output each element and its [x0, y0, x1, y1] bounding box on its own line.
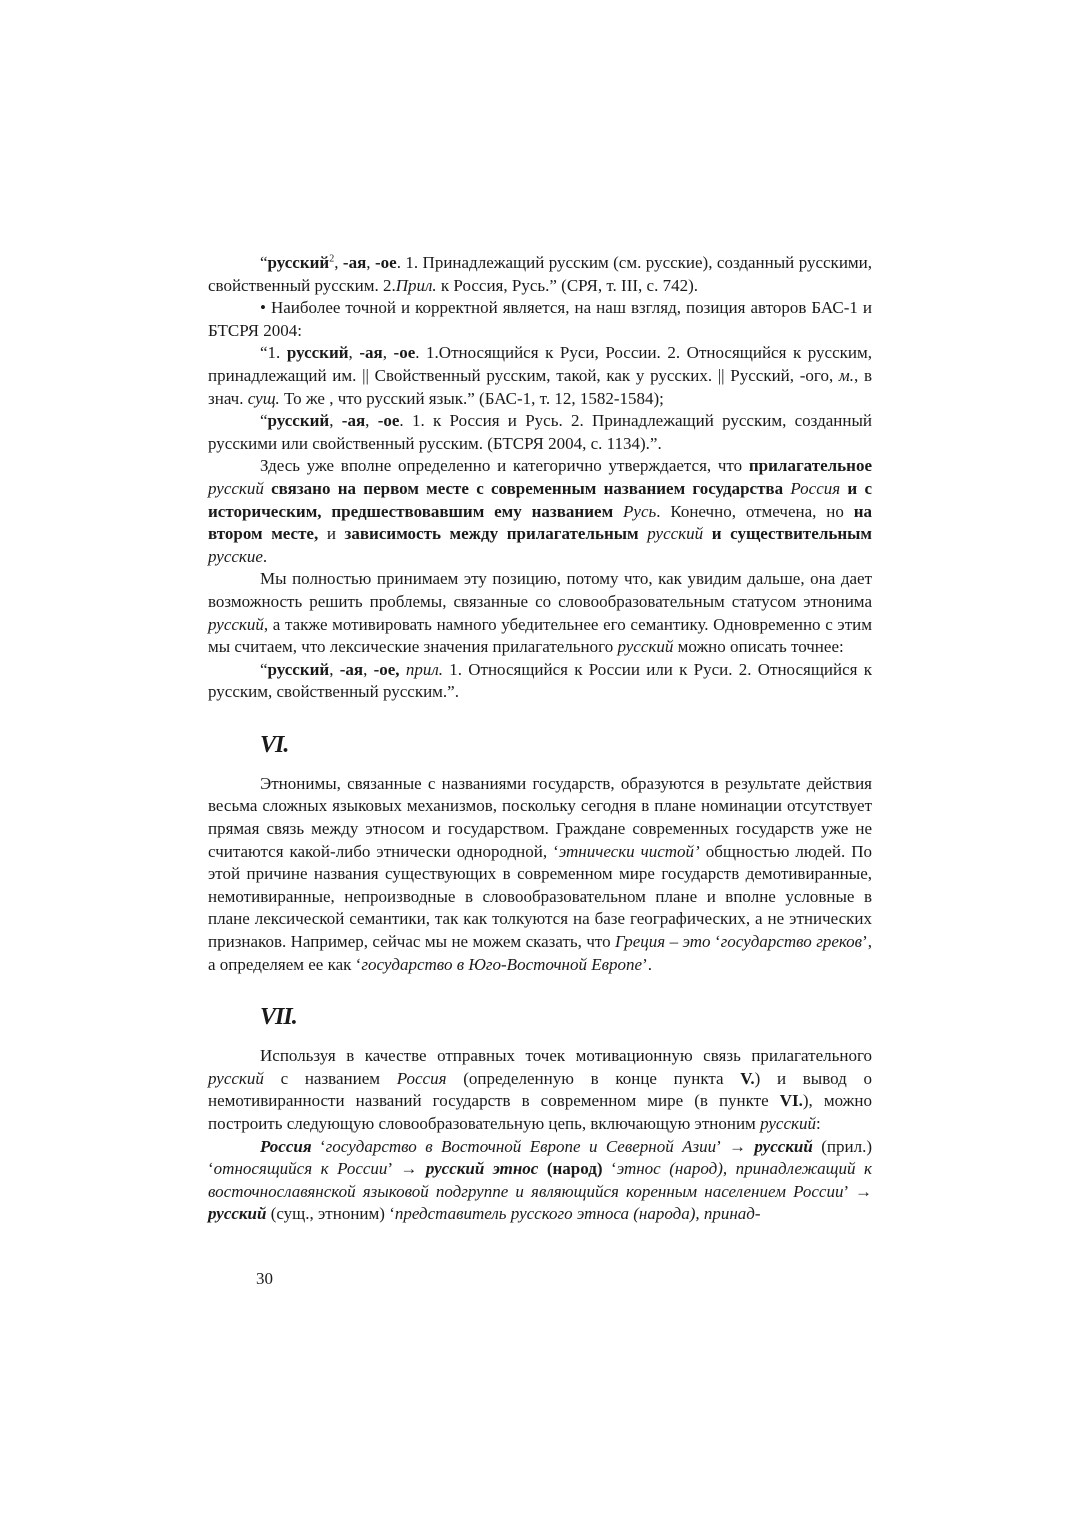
headword: русский: [267, 659, 330, 679]
paragraph-intro: • Наиболее точной и корректной является, на наш взгляд, позиция авторов БАС-1 и БТСРЯ 2004:: [208, 298, 872, 340]
paragraph-btsrya-entry: “русский, -ая, -ое. 1. к Россия и Русь. 2. Принадлежащий русским, созданный русскими или свойственный русским. (БТСРЯ 2004, с. 1134).”.: [208, 411, 872, 453]
headword: русский: [267, 253, 330, 272]
paragraph-section-vii: Используя в качестве отправных точек мотивационную связь прилагательного русский с названием Россия (определенную в конце пункта V.) и вывод о немотивиранности названий государств в современном мире (в пункте VI.), можно построить следующую словообразовательную цепь, включающую этноним русский:: [208, 1046, 872, 1133]
paragraph-derivation-chain: Россия ‘государство в Восточной Европе и Северной Азии’ → русский (прил.) ‘относящийся к России’ → русский этнос (народ) ‘этнос (народ), принадлежащий к восточнославянской языковой подгруппе и являющийся коренным населением России’ → русский (сущ., этноним) ‘представитель русского этноса (народа), принад-: [208, 1136, 872, 1224]
paragraph-section-vi: Этнонимы, связанные с названиями государств, образуются в результате действия весьма сложных языковых механизмов, поскольку сегодня в плане номинации отсутствует прямая связь между этносом и государством. Граждане современных государств уже не считаются какой-либо этнически однородной, ‘этнически чистой’ общностью людей. По этой причине названия существующих в современном мире государств демотивиранные, немотивиранные, непроизводные в словообразовательном плане и вполне условные в плане лексической семантики, так как толкуются на базе географических, а не этнических признаков. Например, сейчас мы не можем сказать, что Греция – это ‘государство греков’, а определяем ее как ‘государство в Юго-Восточной Европе’.: [208, 773, 872, 974]
section-heading-vi: VI.: [260, 731, 289, 758]
headword: русский: [286, 343, 349, 363]
superscript: 2: [329, 253, 335, 265]
section-heading-vii: VII.: [260, 1004, 297, 1031]
paragraph-definition: “русский, -ая, -ое, прил. 1. Относящийся к России или к Руси. 2. Относящийся к русским, свойственный русским.”.: [208, 659, 873, 702]
paragraph-analysis: Здесь уже вполне определенно и категорично утверждается, что прилагательное русский связано на первом месте с современным названием государства Россия и с историческим, предшествовавшим ему названием Русь. Конечно, отмечена, но на втором месте, и зависимость между прилагательным русский и существительным русские.: [208, 456, 873, 566]
paragraph-bas-entry: “1. русский, -ая, -ое. 1.Относящийся к Руси, России. 2. Относящийся к русским, принадлежащий им. || Свойственный русским, такой, как у русских. || Русский, -ого, м., в знач. сущ. То же , что русский язык.” (БАС-1, т. 12, 1582-1584);: [208, 343, 873, 408]
headword: русский: [267, 411, 330, 431]
paragraph-srya-entry: “русский$^2$, -ая, -ое. 1. Принадлежащий русским (см. русские), созданный русскими, свойственный русским. 2.Прил. к Россия, Русь.” (СРЯ, т. III, с. 742).: [208, 253, 873, 295]
page-body: [208, 252, 872, 1226]
paragraph-position: Мы полностью принимаем эту позицию, потому что, как увидим дальше, она дает возможность решить проблемы, связанные со словообразовательным статусом этнонима русский, а также мотивировать намного убедительнее его семантику. Одновременно с этим мы считаем, что лексические значения прилагательного русский можно описать точнее:: [208, 569, 872, 657]
page-number: 30: [256, 1269, 273, 1288]
